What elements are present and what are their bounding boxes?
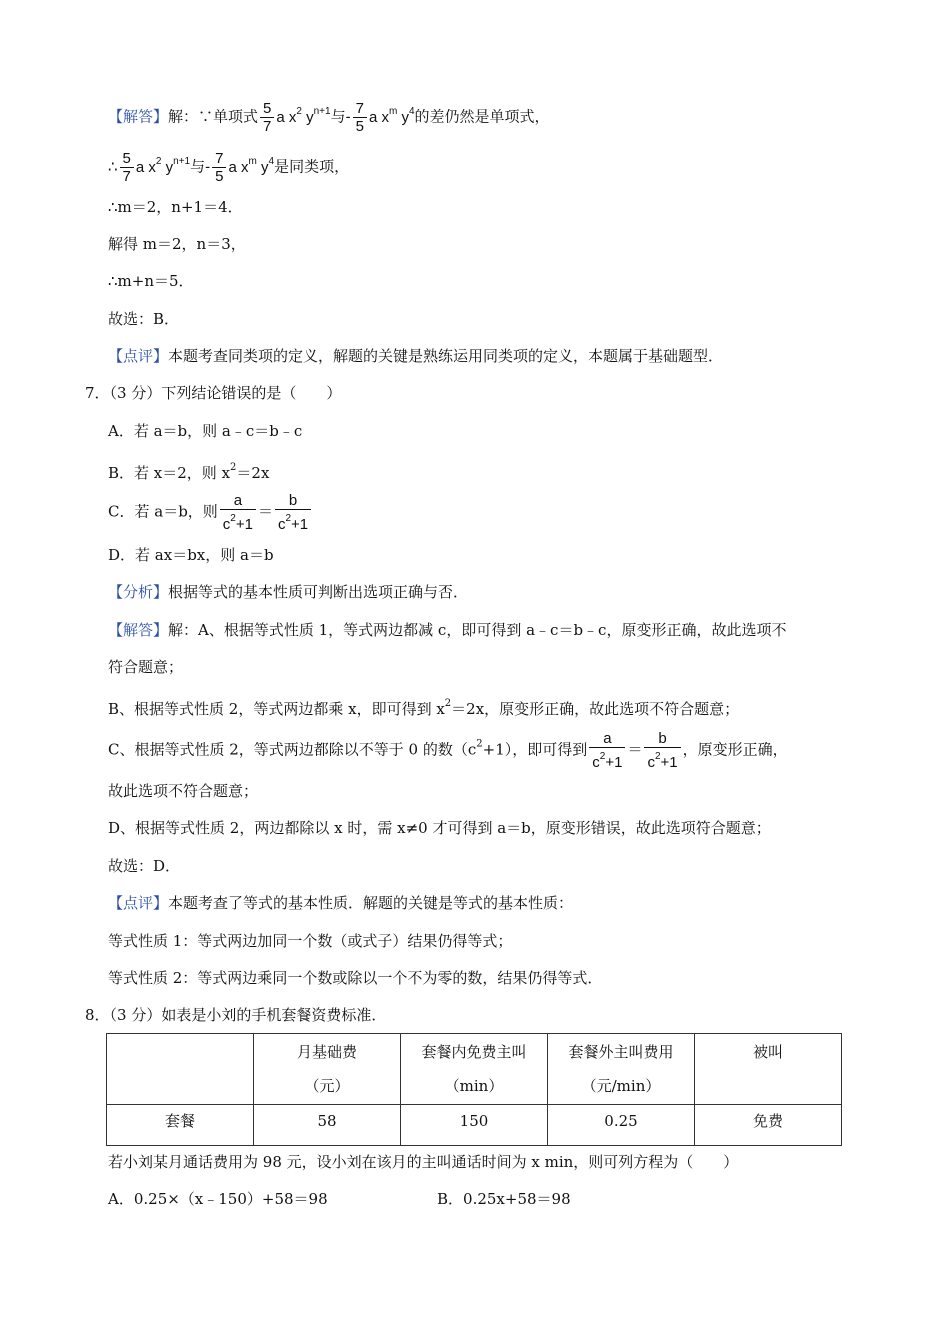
q7-solution-line4: D、根据等式性质 2，两边都除以 x 时，需 x≠0 才可得到 a＝b，原变形错误，故此选项符合题意； xyxy=(108,819,771,837)
table-header-cell: 月基础费 （元） xyxy=(254,1034,401,1105)
jieda-tag: 【解答】 xyxy=(108,621,169,639)
monomial-term2: a $x^m$ $y^4$ xyxy=(368,105,415,126)
fraction-b-over-c2plus1: $\frac{b}{c^2+1}$ xyxy=(644,730,680,771)
table-cell: 套餐 xyxy=(107,1105,254,1146)
q6-line3: ∴m＝2，n+1＝4． xyxy=(108,198,243,216)
table-header-cell: 被叫 xyxy=(695,1034,842,1105)
q7-option-b: B．若 x＝2，则 $x^2=2x$ xyxy=(108,462,270,482)
q7-solution-line1: 【解答】解：A、根据等式性质 1，等式两边都减 c，即可得到 a﹣c＝b﹣c，原变形正确，故此选项不 xyxy=(108,621,787,639)
monomial-term1: a $x^2$ $y^{n+1}$ xyxy=(276,105,331,126)
q6-solution-line2: ∴ $\frac{5}{7}$ a $x^2$ $y^{n+1}$与- $\frac{7}{5}$ a $x^m$ $y^4$是同类项， xyxy=(108,150,350,185)
table-cell: 150 xyxy=(401,1105,548,1146)
q7-property-2: 等式性质 2：等式两边乘同一个数或除以一个不为零的数，结果仍得等式． xyxy=(108,969,603,987)
table-header-cell: 套餐外主叫费用 （元/min） xyxy=(548,1034,695,1105)
q7-option-d: D．若 ax＝bx，则 a＝b xyxy=(108,546,274,564)
fraction-a-over-c2plus1: $\frac{a}{c^2+1}$ xyxy=(220,492,256,533)
table-header-cell: 套餐内免费主叫 （min） xyxy=(401,1034,548,1105)
q8-option-a: A．0.25×（x﹣150）+58＝98 xyxy=(108,1190,328,1208)
q8-stem: 8．（3 分）如表是小刘的手机套餐资费标准． xyxy=(85,1006,387,1024)
dianping-tag: 【点评】 xyxy=(108,347,169,365)
q6-line4: 解得 m＝2，n＝3， xyxy=(108,235,246,253)
fraction-b-over-c2plus1: $\frac{b}{c^2+1}$ xyxy=(275,492,311,533)
q7-analysis: 【分析】根据等式的基本性质可判断出选项正确与否． xyxy=(108,583,469,601)
q7-solution-line3: C、根据等式性质 2，等式两边都除以不等于 0 的数$(c^2+1)$，即可得到 $\frac{a}{c^2+1}$ ＝ $\frac{b}{c^2+1}$ ，原变形正确， xyxy=(108,730,788,771)
q7-option-c: C．若 a＝b，则 $\frac{a}{c^2+1}$ ＝ $\frac{b}{c^2+1}$ xyxy=(108,492,313,533)
q6-line5: ∴m+n＝5． xyxy=(108,272,194,290)
q8-question: 若小刘某月通话费用为 98 元，设小刘在该月的主叫通话时间为 x min，则可列方程为（ ） xyxy=(108,1153,739,1171)
q6-comment: 【点评】本题考查同类项的定义，解题的关键是熟练运用同类项的定义，本题属于基础题型． xyxy=(108,347,724,365)
fraction-5-7: $\frac{5}{7}$ xyxy=(120,150,134,185)
jieda-tag: 【解答】 xyxy=(108,107,169,126)
table-row xyxy=(107,1105,842,1146)
table-cell: 58 xyxy=(254,1105,401,1146)
fraction-a-over-c2plus1: $\frac{a}{c^2+1}$ xyxy=(589,730,625,771)
fraction-7-5: $\frac{7}{5}$ xyxy=(353,100,367,135)
q7-solution-line2: B、根据等式性质 2，等式两边都乘 x，即可得到 $x^2=2x$，原变形正确，故此选项不符合题意； xyxy=(108,698,740,718)
q6-solution-line1: 【解答】解：∵单项式 $\frac{5}{7}$ a $x^2$ $y^{n+1}$与- $\frac{7}{5}$ a $x^m$ $y^4$的差仍然是单项式， xyxy=(108,100,550,135)
table-header-row xyxy=(107,1034,842,1105)
phone-plan-table xyxy=(106,1033,842,1146)
fraction-7-5: $\frac{7}{5}$ xyxy=(212,150,226,185)
fenxi-tag: 【分析】 xyxy=(108,583,169,601)
table-header-cell xyxy=(107,1034,254,1105)
q7-option-a: A．若 a＝b，则 a﹣c＝b﹣c xyxy=(108,422,303,440)
q6-line6: 故选：B． xyxy=(108,310,180,328)
q7-property-1: 等式性质 1：等式两边加同一个数（或式子）结果仍得等式； xyxy=(108,932,513,950)
fraction-5-7: $\frac{5}{7}$ xyxy=(260,100,274,135)
dianping-tag: 【点评】 xyxy=(108,894,169,912)
q7-comment: 【点评】本题考查了等式的基本性质．解题的关键是等式的基本性质： xyxy=(108,894,574,912)
table-cell: 0.25 xyxy=(548,1105,695,1146)
q7-stem: 7．（3 分）下列结论错误的是（ ） xyxy=(85,384,342,402)
q7-solution-line1b: 符合题意； xyxy=(108,658,184,676)
q7-solution-line3b: 故此选项不符合题意； xyxy=(108,782,259,800)
q7-solution-line5: 故选：D． xyxy=(108,857,181,875)
table-cell: 免费 xyxy=(695,1105,842,1146)
q8-option-b: B．0.25x+58＝98 xyxy=(437,1190,571,1208)
